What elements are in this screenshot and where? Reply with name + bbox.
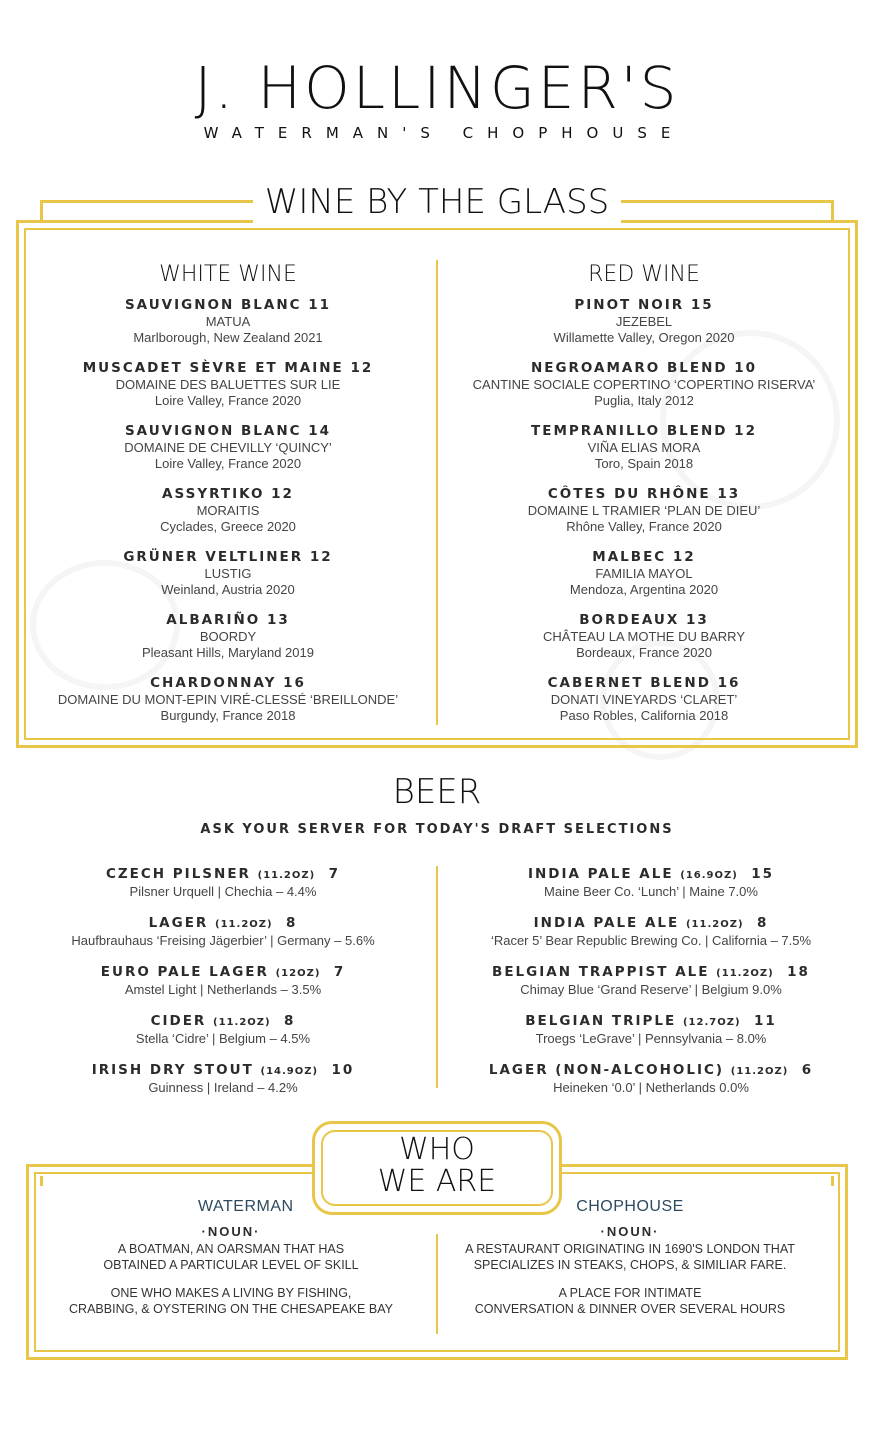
wine-region: Willamette Valley, Oregon 2020 [553,330,735,345]
beer-price: 10 [331,1062,355,1078]
wine-producer: FAMILIA MAYOL [595,566,693,581]
beer-right-column [448,866,854,1111]
wine-region: Loire Valley, France 2020 [154,393,302,408]
who-title-line2: WE ARE [377,1164,497,1199]
waterman-definition [40,1198,422,1317]
waterman-noun: ·NOUN· [201,1224,261,1239]
wine-region: Paso Robles, California 2018 [559,708,729,723]
wine-region: Pleasant Hills, Maryland 2019 [142,645,314,660]
beer-size: (11.2OZ) [685,919,744,930]
wine-item [452,675,836,724]
white-wine-column [36,262,420,738]
beer-name: INDIA PALE ALE [527,866,674,882]
brand-logo [0,56,874,142]
wine-producer: LUSTIG [204,566,252,581]
chophouse-def1-line2: SPECIALIZES IN STEAKS, CHOPS, & SIMILIAR FARE. [473,1258,787,1272]
chophouse-def1-line1: A RESTAURANT ORIGINATING IN 1690'S LONDON THAT [465,1242,795,1256]
beer-detail: Maine Beer Co. ‘Lunch’ | Maine 7.0% [544,884,758,899]
beer-name: BELGIAN TRAPPIST ALE [492,964,710,980]
chophouse-definition [450,1198,810,1317]
wine-item [452,423,836,472]
wine-divider [436,260,438,725]
beer-size: (11.2OZ) [213,1017,271,1028]
wine-producer: DOMAINE DES BALUETTES SUR LIE [115,377,341,392]
who-title-line1: WHO [399,1132,475,1167]
brand-title: J. HOLLINGER'S [194,54,680,122]
wine-producer: MORAITIS [196,503,260,518]
beer-item [20,915,426,949]
beer-item [20,866,426,900]
wine-name: CABERNET BLEND 16 [547,675,741,691]
beer-item [448,1062,854,1096]
beer-price: 7 [333,964,346,980]
beer-detail: Guinness | Ireland – 4.2% [148,1080,298,1095]
wine-name: CHARDONNAY 16 [150,675,306,691]
white-wine-heading: WHITE WINE [159,262,297,287]
wine-region: Puglia, Italy 2012 [594,393,694,408]
wine-name: CÔTES DU RHÔNE 13 [547,486,741,502]
wine-region: Burgundy, France 2018 [160,708,296,723]
beer-name: INDIA PALE ALE [533,915,680,931]
beer-detail: ‘Racer 5’ Bear Republic Brewing Co. | California – 7.5% [490,933,812,948]
wine-producer: JEZEBEL [615,314,673,329]
beer-price: 8 [756,915,769,931]
beer-price: 6 [801,1062,814,1078]
wine-name: SAUVIGNON BLANC 14 [124,423,332,439]
waterman-def2-line2: CRABBING, & OYSTERING ON THE CHESAPEAKE BAY [69,1302,393,1316]
beer-detail: Troegs ‘LeGrave’ | Pennsylvania – 8.0% [535,1031,767,1046]
beer-item [448,866,854,900]
wine-item [452,612,836,661]
beer-detail: Haufbrauhaus ‘Freising Jägerbier’ | Germany – 5.6% [71,933,375,948]
beer-price: 8 [284,1013,296,1029]
beer-size: (16.9OZ) [680,870,738,881]
beer-price: 8 [286,915,298,931]
who-divider [436,1234,438,1334]
beer-size: (11.2OZ) [716,968,774,979]
chophouse-noun: ·NOUN· [600,1224,660,1239]
wine-item [36,612,420,661]
beer-name: LAGER [148,915,209,931]
wine-item [452,297,836,346]
beer-price: 15 [751,866,775,882]
beer-detail: Amstel Light | Netherlands – 3.5% [124,982,322,997]
wine-item [36,423,420,472]
wine-producer: DOMAINE L TRAMIER ‘PLAN DE DIEU’ [527,503,761,518]
wine-name: GRÜNER VELTLINER 12 [123,549,333,565]
beer-detail: Chimay Blue ‘Grand Reserve’ | Belgium 9.0% [520,982,782,997]
red-wine-heading: RED WINE [588,262,700,287]
wine-producer: MATUA [205,314,251,329]
chophouse-def2-line2: CONVERSATION & DINNER OVER SEVERAL HOURS [474,1302,786,1316]
wine-producer: CANTINE SOCIALE COPERTINO ‘COPERTINO RISERVA’ [472,377,816,392]
wine-name: TEMPRANILLO BLEND 12 [531,423,757,439]
chophouse-def2-line1: A PLACE FOR INTIMATE [558,1286,702,1300]
beer-name: LAGER (NON-ALCOHOLIC) [488,1062,725,1078]
beer-size: (12.7OZ) [682,1017,741,1028]
wine-region: Weinland, Austria 2020 [161,582,295,597]
wine-producer: DONATI VINEYARDS ‘CLARET’ [550,692,738,707]
wine-item [36,675,420,724]
beer-size: (12OZ) [275,968,321,979]
wine-region: Bordeaux, France 2020 [576,645,712,660]
waterman-def1-line1: A BOATMAN, AN OARSMAN THAT HAS [117,1242,345,1256]
wine-region: Toro, Spain 2018 [594,456,694,471]
wine-item [452,549,836,598]
beer-name: CIDER [150,1013,207,1029]
red-wine-column [452,262,836,738]
beer-name: CZECH PILSNER [105,866,251,882]
wine-name: ASSYRTIKO 12 [162,486,294,502]
wine-producer: CHÂTEAU LA MOTHE DU BARRY [542,629,746,644]
beer-name: EURO PALE LAGER [100,964,269,980]
beer-item [20,1062,426,1096]
beer-price: 18 [787,964,810,980]
beer-item [20,964,426,998]
wine-region: Marlborough, New Zealand 2021 [133,330,323,345]
wine-name: MALBEC 12 [592,549,696,565]
wine-item [452,486,836,535]
wine-name: BORDEAUX 13 [579,612,709,628]
wine-region: Loire Valley, France 2020 [154,456,302,471]
wine-name: PINOT NOIR 15 [574,297,714,313]
waterman-def1-line2: OBTAINED A PARTICULAR LEVEL OF SKILL [103,1258,359,1272]
beer-detail: Heineken ‘0.0’ | Netherlands 0.0% [553,1080,749,1095]
beer-price: 7 [328,866,341,882]
beer-size: (11.2OZ) [730,1066,789,1077]
wine-region: Rhône Valley, France 2020 [566,519,722,534]
beer-item [448,1013,854,1047]
wine-name: SAUVIGNON BLANC 11 [124,297,332,313]
wine-item [36,549,420,598]
beer-name: IRISH DRY STOUT [91,1062,254,1078]
wine-region: Cyclades, Greece 2020 [160,519,296,534]
beer-section-title: BEER [392,772,482,812]
wine-name: NEGROAMARO BLEND 10 [530,360,758,376]
wine-item [452,360,836,409]
wine-name: MUSCADET SÈVRE ET MAINE 12 [82,360,374,376]
wine-producer: DOMAINE DU MONT-EPIN VIRÉ-CLESSÉ ‘BREILLONDE’ [57,692,399,707]
wine-section-title [0,180,874,224]
beer-item [448,964,854,998]
beer-detail: Pilsner Urquell | Chechia – 4.4% [129,884,317,899]
brand-subtitle: WATERMAN'S CHOPHOUSE [203,124,685,142]
beer-item [448,915,854,949]
beer-size: (11.2OZ) [215,919,273,930]
beer-name: BELGIAN TRIPLE [525,1013,677,1029]
wine-title-text: WINE BY THE GLASS [253,180,621,224]
wine-region: Mendoza, Argentina 2020 [569,582,719,597]
beer-size: (14.9OZ) [260,1066,319,1077]
waterman-heading: WATERMAN [198,1198,294,1215]
wine-producer: BOORDY [199,629,257,644]
wine-item [36,486,420,535]
beer-divider [436,866,438,1088]
waterman-def2-line1: ONE WHO MAKES A LIVING BY FISHING, [110,1286,352,1300]
beer-size: (11.2OZ) [257,870,316,881]
beer-left-column [20,866,426,1111]
wine-producer: DOMAINE DE CHEVILLY ‘QUINCY’ [124,440,332,455]
wine-item [36,297,420,346]
wine-producer: VIÑA ELIAS MORA [587,440,701,455]
beer-note: ASK YOUR SERVER FOR TODAY'S DRAFT SELECTIONS [200,822,674,837]
beer-item [20,1013,426,1047]
beer-price: 11 [753,1013,777,1029]
chophouse-heading: CHOPHOUSE [576,1198,684,1215]
wine-item [36,360,420,409]
wine-name: ALBARIÑO 13 [166,612,290,628]
beer-detail: Stella ‘Cidre’ | Belgium – 4.5% [135,1031,311,1046]
